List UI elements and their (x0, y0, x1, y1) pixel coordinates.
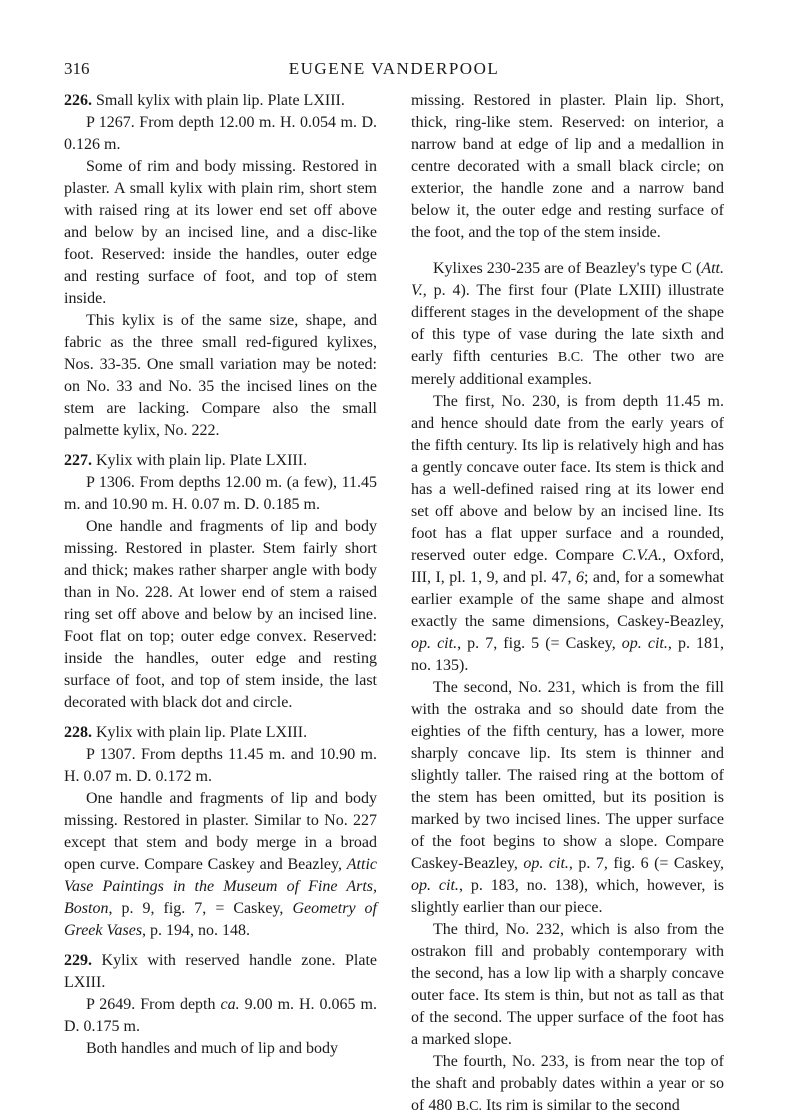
text-run: Kylixes 230-235 are of Beazley's type C ( (433, 260, 702, 277)
entry-title: Kylix with reserved handle zone. Plate LXIII. (64, 952, 378, 991)
text-run: , p. 7, fig. 6 (= Caskey, (568, 855, 724, 872)
entry-description (64, 788, 377, 942)
text-run: The second, No. 231, which is from the fill with the ostraka and so should date from the eighties of the fifth century, has a lower, more sharply concave lip. Its stem is thinner and slightly taller. The raised ring at the bottom of the stem has been omitted, but its position is marked by two incised lines. The upper surface of the foot begins to show a slope. Compare Caskey-Beazley, (411, 679, 724, 872)
entry-title: Kylix with plain lip. Plate LXIII. (96, 452, 308, 469)
entry-number: 228. (64, 724, 92, 741)
third-example: The third, No. 232, which is also from the ostrakon fill and probably contemporary with the second, has a low lip with a sharply concave outer face. Its stem is thin, but not as tall as that of the second. The upper surface of the foot has a marked slope. (411, 921, 724, 1048)
text-run: One handle and fragments of lip and body missing. Restored in plaster. Similar to No. 227 except that stem and body merge in a broad open curve. Compare Caskey and Beazley, (64, 790, 377, 873)
running-title: EUGENE VANDERPOOL (288, 59, 500, 78)
text-run: P 2649. From depth (86, 996, 221, 1013)
entry-meta: P 1267. From depth 12.00 m. H. 0.054 m. D. 0.126 m. (64, 114, 377, 153)
entry-229-continuation: missing. Restored in plaster. Plain lip. Short, thick, ring-like stem. Reserved: on interior, a narrow band at edge of lip and a medallion in centre decorated with a small black circle; on exterior, the handle zone and a narrow band below it, the outer edge and resting surface of the foot, and the top of the stem inside. (411, 92, 724, 241)
text-run: ; and, for a somewhat earlier example of the same shape and almost exactly the same dimensions, Caskey-Beazley, (411, 569, 724, 630)
entry-number: 227. (64, 452, 92, 469)
entry-meta: P 1306. From depths 12.00 m. (a few), 11.45 m. and 10.90 m. H. 0.07 m. D. 0.185 m. (64, 474, 377, 513)
type-c-intro (411, 258, 724, 391)
text-run: , Oxford, III, I, pl. 1, 9, and pl. 47, (411, 547, 724, 586)
entry-meta (64, 994, 377, 1038)
plate-number: 6 (575, 569, 584, 586)
page-header (64, 58, 724, 82)
citation-title: Attic Vase Paintings in the Museum of Fine Arts, Boston (64, 856, 377, 917)
page-number: 316 (64, 59, 90, 78)
text-run: , p. 194, no. 148. (142, 922, 251, 939)
citation-abbrev: C.V.A. (621, 547, 663, 564)
entry-meta: P 1307. From depths 11.45 m. and 10.90 m. H. 0.07 m. D. 0.172 m. (64, 746, 377, 785)
section-gap (411, 244, 724, 258)
fourth-example (411, 1051, 724, 1118)
text-run: , p. 181, no. 135). (411, 635, 725, 674)
entry-heading (64, 450, 377, 472)
entry-title: Kylix with plain lip. Plate LXIII. (96, 724, 308, 741)
catalog-entry-226 (64, 90, 377, 442)
era-abbrev: B.C. (557, 350, 584, 365)
text-run: , p. 7, fig. 5 (= Caskey, (457, 635, 622, 652)
entry-description: Both handles and much of lip and body (86, 1040, 338, 1057)
first-example (411, 391, 724, 677)
entry-heading (64, 722, 377, 744)
second-example (411, 677, 724, 919)
entry-number: 229. (64, 952, 92, 969)
entry-description: Some of rim and body missing. Restored in plaster. A small kylix with plain rim, short stem with raised ring at its lower end set off above and below by an incised line, and a disc-like foot. Reserved: inside the handles, outer edge and resting surface of foot, and top of stem inside. (64, 158, 377, 307)
abbreviation: ca. (220, 996, 240, 1013)
era-abbrev: B.C. (456, 1099, 483, 1114)
text-run: , p. 4). The first four (Plate LXIII) illustrate different stages in the development of the shape of this type of vase during the late sixth and early fifth centuries (411, 282, 724, 365)
entry-description: One handle and fragments of lip and body missing. Restored in plaster. Stem fairly short and thick; makes rather sharper angle with body than in No. 228. At lower end of stem a raised ring set off above and below by an incised line. Foot flat on top; outer edge convex. Reserved: inside the handles, outer edge and resting surface of foot, and top of stem inside, the last decorated with black dot and circle. (64, 518, 377, 711)
entry-heading (64, 90, 377, 112)
catalog-entry-228 (64, 722, 377, 942)
citation-abbrev: op. cit. (411, 635, 458, 652)
right-column (411, 90, 724, 1118)
entry-number: 226. (64, 92, 92, 109)
catalog-entry-229 (64, 950, 377, 1060)
citation-abbrev: op. cit. (411, 877, 459, 894)
text-run: The other two are merely additional examples. (411, 348, 724, 388)
citation-abbrev: op. cit. (523, 855, 569, 872)
catalog-entry-227 (64, 450, 377, 714)
citation-abbrev: Att. V. (411, 260, 724, 299)
text-run: 9.00 m. H. 0.065 m. D. 0.175 m. (64, 996, 377, 1035)
entry-title: Small kylix with plain lip. Plate LXIII. (96, 92, 345, 109)
text-run: Its rim is similar to the second (482, 1097, 680, 1114)
text-run: The first, No. 230, is from depth 11.45 m. and hence should date from the early years of the fifth century. Its lip is relatively high and has a gently concave outer face. Its stem is thick and has a well-defined raised ring at its lower end set off above and below by an incised line. Its foot has a flat upper surface and a rounded, reserved outer edge. Compare (411, 393, 724, 564)
text-run: The fourth, No. 233, is from near the top of the shaft and probably dates within a year or so of 480 (411, 1053, 724, 1114)
citation-abbrev: op. cit. (621, 635, 668, 652)
entry-comment: This kylix is of the same size, shape, and fabric as the three small red-figured kylixes, Nos. 33-35. One small variation may be noted: on No. 33 and No. 35 the incised lines on the stem are lacking. Compare also the small palmette kylix, No. 222. (64, 312, 377, 439)
text-run: , p. 183, no. 138), which, however, is slightly earlier than our piece. (411, 877, 725, 916)
citation-title: Geometry of Greek Vases (64, 900, 378, 939)
text-run: , p. 9, fig. 7, = Caskey, (108, 900, 293, 917)
entry-heading (64, 950, 377, 994)
left-column (64, 90, 377, 1068)
